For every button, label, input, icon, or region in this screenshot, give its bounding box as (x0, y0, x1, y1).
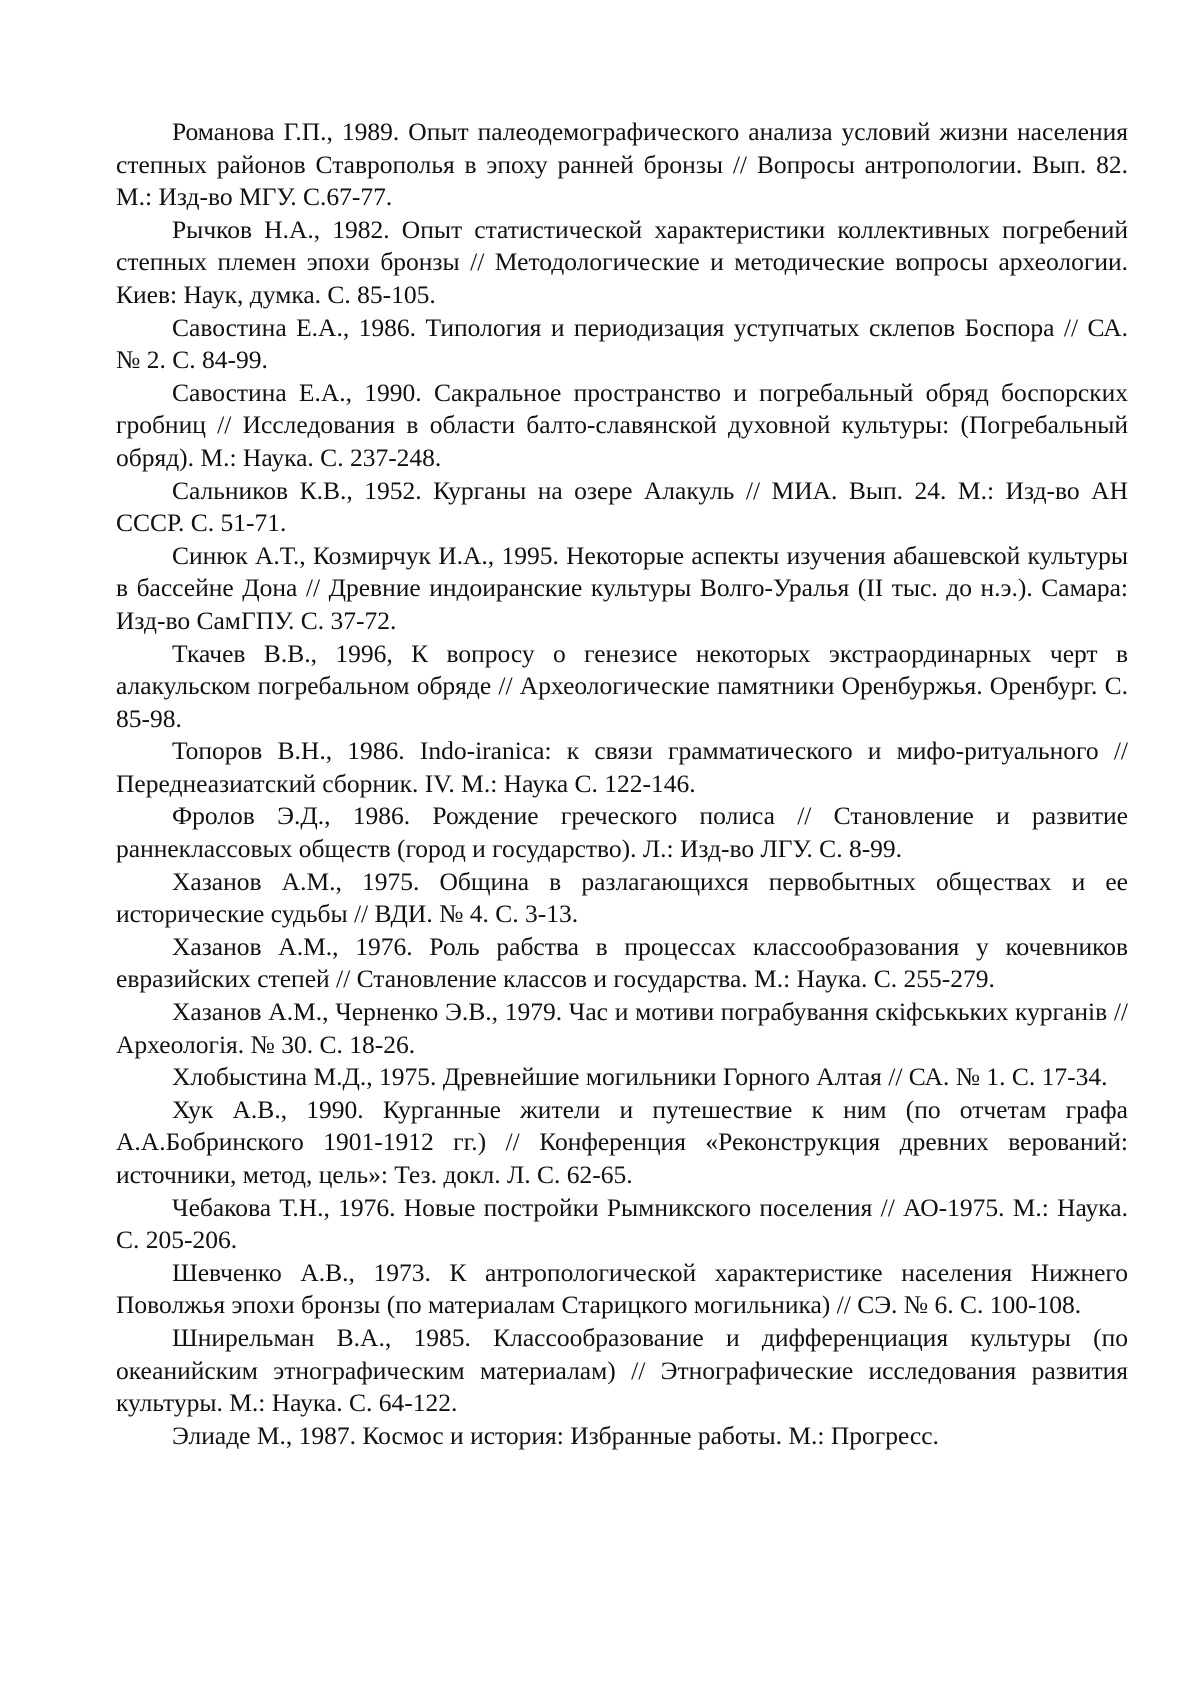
reference-entry: Сальников К.В., 1952. Курганы на озере Алакуль // МИА. Вып. 24. М.: Изд-во АН СССР. С. 51-71. (116, 475, 1128, 538)
reference-entry: Синюк А.Т., Козмирчук И.А., 1995. Некоторые аспекты изучения абашевской культуры в бассейне Дона // Древние индоиранские культуры Волго-Уралья (II тыс. до н.э.). Самара: Изд-во СамГПУ. С. 37-72. (116, 540, 1128, 635)
reference-entry: Элиаде М., 1987. Космос и история: Избранные работы. М.: Прогресс. (172, 1420, 939, 1450)
reference-entry: Хлобыстина М.Д., 1975. Древнейшие могильники Горного Алтая // СА. № 1. С. 17-34. (172, 1062, 1108, 1092)
reference-entry: Шнирельман В.А., 1985. Классообразование и дифференциация культуры (по океанийским этнографическим материалам) // Этнографические исследования развития культуры. М.: Наука. С. 64-122. (116, 1322, 1128, 1418)
reference-entry: Хазанов А.М., 1975. Община в разлагающихся первобытных обществах и ее исторические судьбы // ВДИ. № 4. С. 3-13. (116, 866, 1128, 929)
reference-entry: Ткачев В.В., 1996, К вопросу о генезисе некоторых экстраординарных черт в алакульском погребальном обряде // Археологические памятники Оренбуржья. Оренбург. С. 85-98. (116, 638, 1128, 733)
bibliography-page (116, 116, 1128, 1452)
reference-entry: Хазанов А.М., Черненко Э.В., 1979. Час и мотиви пограбування скіфськьких курганів // Археологія. № 30. С. 18-26. (116, 997, 1128, 1059)
reference-entry: Шевченко А.В., 1973. К антропологической характеристике населения Нижнего Поволжья эпохи бронзы (по материалам Старицкого могильника) // СЭ. № 6. С. 100-108. (116, 1257, 1128, 1320)
reference-entry: Рычков Н.А., 1982. Опыт статистической характеристики коллективных погребений степных племен эпохи бронзы // Методологические и методические вопросы археологии. Киев: Наук, думка. С. 85-105. (116, 214, 1128, 309)
reference-entry: Топоров В.Н., 1986. Indo-iranica: к связи грамматического и мифо-ритуального // Переднеазиатский сборник. IV. М.: Наука С. 122-146. (116, 736, 1128, 798)
reference-entry: Фролов Э.Д., 1986. Рождение греческого полиса // Становление и развитие раннеклассовых обществ (город и государство). Л.: Изд-во ЛГУ. С. 8-99. (116, 801, 1128, 864)
reference-entry: Савостина Е.А., 1990. Сакральное пространство и погребальный обряд боспорских гробниц // Исследования в области балто-славянской духовной культуры: (Погребальный обряд). М.: Наука. С. 237-248. (116, 377, 1128, 472)
reference-entry: Савостина Е.А., 1986. Типология и периодизация уступчатых склепов Боспора // СА. № 2. С. 84-99. (116, 312, 1128, 375)
reference-entry: Романова Г.П., 1989. Опыт палеодемографического анализа условий жизни населения степных районов Ставрополья в эпоху ранней бронзы // Вопросы антропологии. Вып. 82. М.: Изд-во МГУ. С.67-77. (116, 117, 1128, 212)
reference-entry: Хазанов А.М., 1976. Роль рабства в процессах классообразования у кочевников евразийских степей // Становление классов и государства. М.: Наука. С. 255-279. (116, 931, 1128, 994)
reference-entry: Хук А.В., 1990. Курганные жители и путешествие к ним (по отчетам графа А.А.Бобринского 1901-1912 гг.) // Конференция «Реконструкция древних верований: источники, метод, цель»: Тез. докл. Л. С. 62-65. (116, 1094, 1128, 1189)
reference-entry: Чебакова Т.Н., 1976. Новые постройки Рымникского поселения // АО-1975. М.: Наука. С. 205-206. (116, 1192, 1128, 1255)
